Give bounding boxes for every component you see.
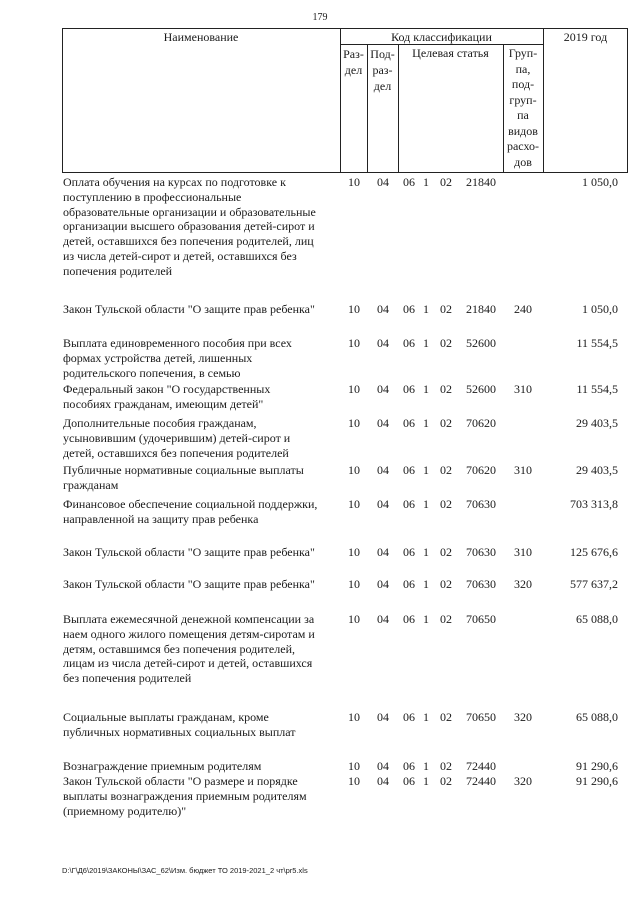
row-razdel: 10: [348, 774, 360, 788]
row-podrazdel: 04: [377, 774, 389, 788]
row-amount: 91 290,6: [576, 759, 618, 773]
row-podrazdel: 04: [377, 710, 389, 724]
row-group: 310: [514, 463, 532, 477]
row-name: Закон Тульской области "О защите прав ребенка": [63, 577, 315, 591]
row-podrazdel: 04: [377, 545, 389, 559]
row-target-4: 21840: [466, 302, 496, 316]
row-amount: 703 313,8: [570, 497, 618, 511]
row-name: Закон Тульской области "О защите прав ребенка": [63, 545, 315, 559]
row-amount: 125 676,6: [570, 545, 618, 559]
row-target-2: 1: [423, 175, 429, 189]
row-name: Финансовое обеспечение социальной поддержки, направленной на защиту прав ребенка: [63, 497, 318, 526]
row-group: 320: [514, 577, 532, 591]
row-target-3: 02: [440, 382, 452, 396]
row-target-3: 02: [440, 463, 452, 477]
row-razdel: 10: [348, 545, 360, 559]
header-name: Наименование: [163, 30, 239, 44]
row-podrazdel: 04: [377, 382, 389, 396]
row-target-2: 1: [423, 774, 429, 788]
row-target-2: 1: [423, 577, 429, 591]
row-target-3: 02: [440, 577, 452, 591]
row-target-4: 52600: [466, 382, 496, 396]
row-amount: 29 403,5: [576, 416, 618, 430]
row-target-3: 02: [440, 759, 452, 773]
row-target-3: 02: [440, 710, 452, 724]
row-target-3: 02: [440, 302, 452, 316]
row-target-4: 72440: [466, 759, 496, 773]
header-group: Груп- па, под- груп- па видов расхо- дов: [506, 46, 540, 169]
row-target-4: 70630: [466, 577, 496, 591]
header-razdel: Раз- дел: [343, 47, 364, 77]
row-name: Оплата обучения на курсах по подготовке к поступлению в профессиональные образовательные организации и образовательные организации высшего образования детей-сирот и детей, оставшихся без попечения родителей, лиц из числа детей-сирот и детей, оставшихся без попечения родителей: [63, 175, 316, 278]
row-amount: 577 637,2: [570, 577, 618, 591]
row-target-1: 06: [403, 774, 415, 788]
row-name: Выплата ежемесячной денежной компенсации за наем одного жилого помещения детям-сиротам и детям, оставшимся без попечения родителей, лицам из числа детей-сирот и детей, оставшихся без попечения родителей: [63, 612, 315, 686]
row-target-1: 06: [403, 612, 415, 626]
row-name: Выплата единовременного пособия при всех формах устройства детей, лишенных родительского попечения, в семью: [63, 336, 292, 380]
row-target-2: 1: [423, 497, 429, 511]
row-razdel: 10: [348, 759, 360, 773]
row-target-1: 06: [403, 175, 415, 189]
row-razdel: 10: [348, 497, 360, 511]
row-amount: 65 088,0: [576, 710, 618, 724]
row-target-4: 70620: [466, 416, 496, 430]
row-podrazdel: 04: [377, 336, 389, 350]
row-name: Социальные выплаты гражданам, кроме публичных нормативных социальных выплат: [63, 710, 296, 739]
row-target-1: 06: [403, 336, 415, 350]
row-target-4: 52600: [466, 336, 496, 350]
row-podrazdel: 04: [377, 463, 389, 477]
row-razdel: 10: [348, 416, 360, 430]
row-target-2: 1: [423, 416, 429, 430]
row-razdel: 10: [348, 463, 360, 477]
row-target-3: 02: [440, 545, 452, 559]
row-target-3: 02: [440, 774, 452, 788]
page-number: 179: [312, 12, 328, 23]
row-razdel: 10: [348, 577, 360, 591]
row-target-3: 02: [440, 336, 452, 350]
row-target-1: 06: [403, 577, 415, 591]
row-group: 240: [514, 302, 532, 316]
row-amount: 11 554,5: [576, 382, 618, 396]
row-podrazdel: 04: [377, 175, 389, 189]
row-target-4: 70650: [466, 710, 496, 724]
row-target-4: 21840: [466, 175, 496, 189]
file-path-footer: D:\Г\Д6\2019\ЗАКОНЫ\ЗАС_62\Изм. бюджет ТО 2019-2021_2 чт\pr5.xls: [62, 866, 308, 875]
row-razdel: 10: [348, 382, 360, 396]
row-group: 310: [514, 382, 532, 396]
row-group: 310: [514, 545, 532, 559]
row-amount: 65 088,0: [576, 612, 618, 626]
row-target-4: 72440: [466, 774, 496, 788]
row-target-2: 1: [423, 612, 429, 626]
header-podrazdel: Под- раз- дел: [370, 47, 395, 93]
row-target-2: 1: [423, 710, 429, 724]
row-amount: 11 554,5: [576, 336, 618, 350]
row-podrazdel: 04: [377, 759, 389, 773]
row-amount: 1 050,0: [582, 302, 618, 316]
header-year: 2019 год: [563, 30, 608, 44]
row-target-4: 70650: [466, 612, 496, 626]
row-target-3: 02: [440, 416, 452, 430]
row-target-1: 06: [403, 710, 415, 724]
row-target-2: 1: [423, 382, 429, 396]
row-name: Публичные нормативные социальные выплаты гражданам: [63, 463, 304, 492]
row-podrazdel: 04: [377, 416, 389, 430]
row-target-1: 06: [403, 463, 415, 477]
row-target-2: 1: [423, 463, 429, 477]
row-target-3: 02: [440, 612, 452, 626]
row-target-1: 06: [403, 302, 415, 316]
row-name: Федеральный закон "О государственных пособиях гражданам, имеющим детей": [63, 382, 271, 411]
row-group: 320: [514, 774, 532, 788]
row-target-4: 70620: [466, 463, 496, 477]
row-podrazdel: 04: [377, 302, 389, 316]
row-target-2: 1: [423, 302, 429, 316]
row-target-2: 1: [423, 545, 429, 559]
row-target-2: 1: [423, 336, 429, 350]
row-podrazdel: 04: [377, 497, 389, 511]
row-group: 320: [514, 710, 532, 724]
row-name: Закон Тульской области "О защите прав ребенка": [63, 302, 315, 316]
header-code: Код классификации: [391, 30, 492, 44]
row-name: Дополнительные пособия гражданам, усыновившим (удочерившим) детей-сирот и детей, оставшихся без попечения родителей: [63, 416, 291, 460]
row-razdel: 10: [348, 612, 360, 626]
row-podrazdel: 04: [377, 577, 389, 591]
row-podrazdel: 04: [377, 612, 389, 626]
row-target-1: 06: [403, 382, 415, 396]
row-amount: 1 050,0: [582, 175, 618, 189]
row-target-3: 02: [440, 175, 452, 189]
row-target-4: 70630: [466, 497, 496, 511]
row-target-1: 06: [403, 497, 415, 511]
row-amount: 91 290,6: [576, 774, 618, 788]
row-target-1: 06: [403, 416, 415, 430]
row-razdel: 10: [348, 175, 360, 189]
row-name: Вознаграждение приемным родителям: [63, 759, 262, 773]
header-target: Целевая статья: [412, 46, 489, 60]
row-razdel: 10: [348, 336, 360, 350]
row-target-1: 06: [403, 759, 415, 773]
row-target-2: 1: [423, 759, 429, 773]
row-target-3: 02: [440, 497, 452, 511]
row-name: Закон Тульской области "О размере и порядке выплаты вознаграждения приемным родителям (приемному родителю)": [63, 774, 307, 818]
row-amount: 29 403,5: [576, 463, 618, 477]
row-razdel: 10: [348, 302, 360, 316]
row-target-4: 70630: [466, 545, 496, 559]
row-target-1: 06: [403, 545, 415, 559]
row-razdel: 10: [348, 710, 360, 724]
